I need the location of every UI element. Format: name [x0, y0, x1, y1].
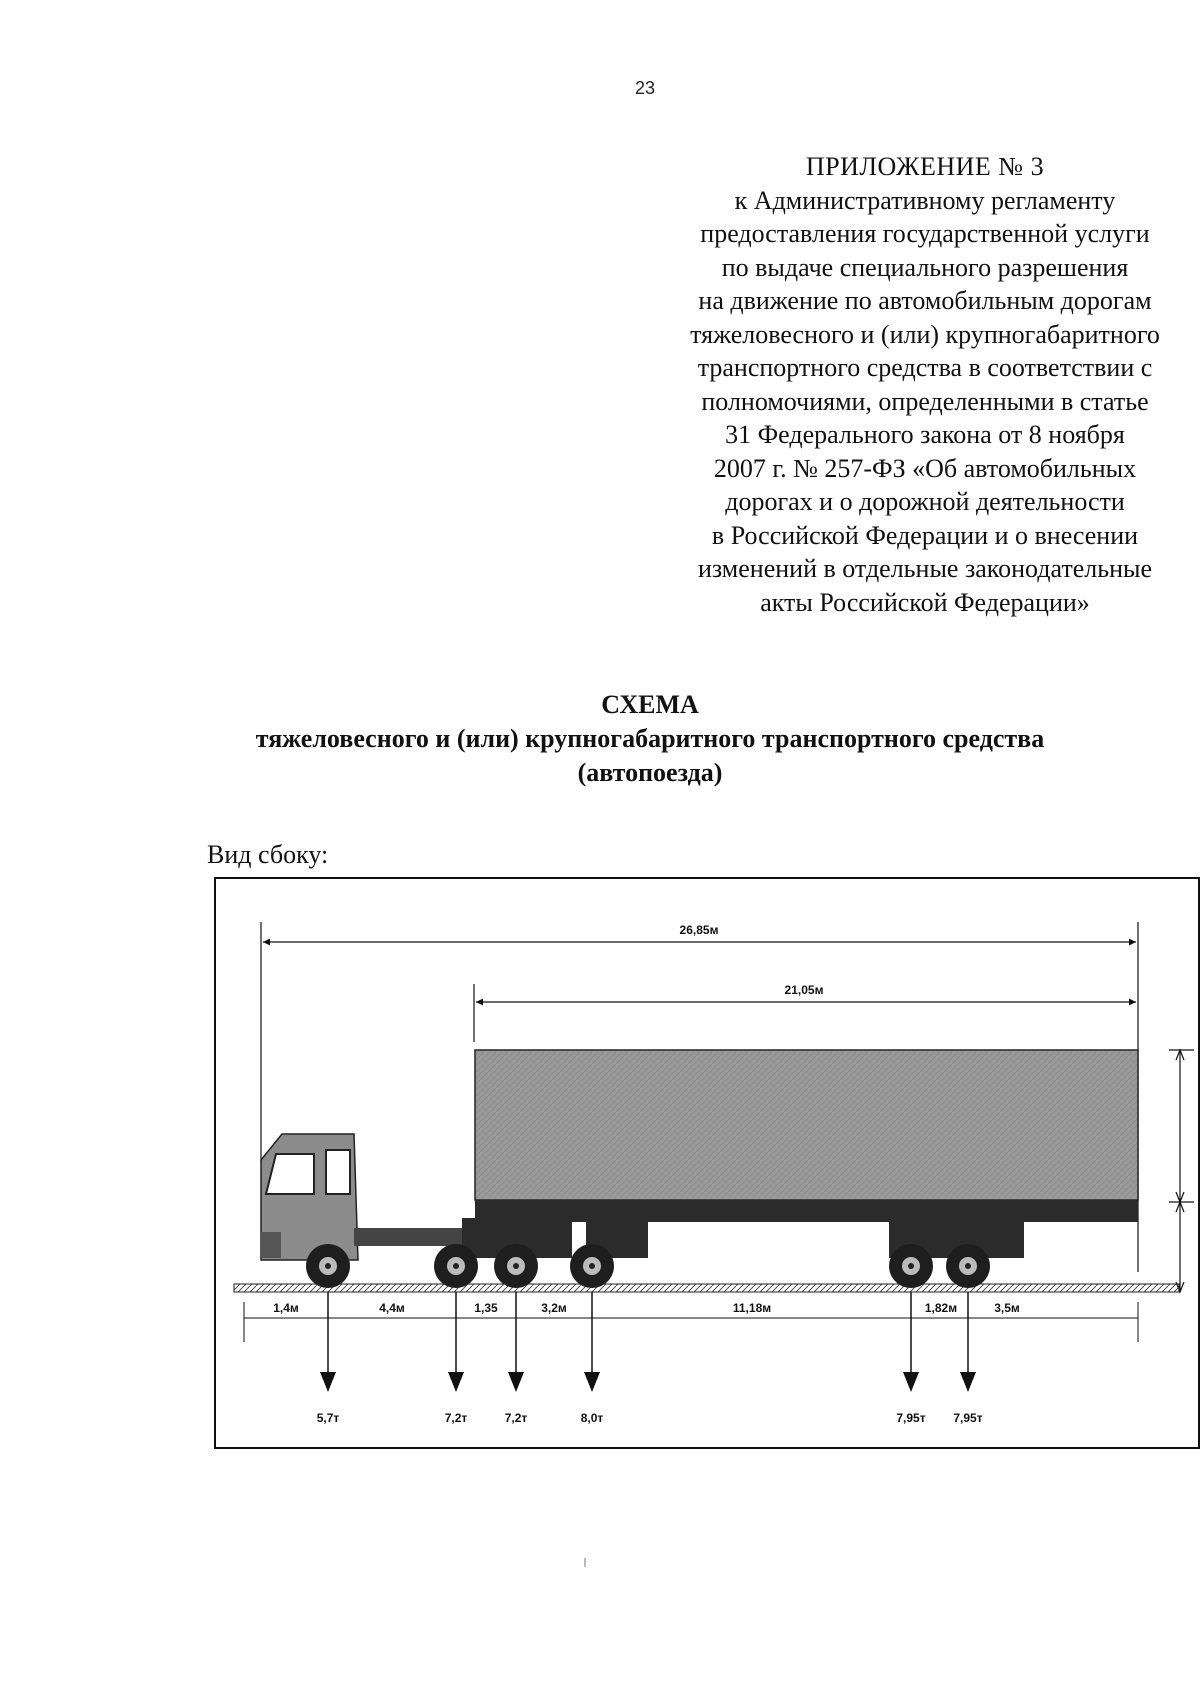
spacing-label: 1,35 [474, 1301, 498, 1315]
tractor-frame [354, 1228, 479, 1246]
page-number: 23 [634, 78, 656, 98]
appendix-line: предоставления государственной услуги [700, 219, 1150, 248]
axle-load-arrow [903, 1292, 919, 1392]
spacing-label: 1,82м [924, 1301, 958, 1315]
wheel [889, 1244, 933, 1288]
spacing-label: 4,4м [379, 1301, 405, 1315]
appendix-line: к Административному регламенту [734, 185, 1116, 215]
appendix-line: 31 Федерального закона от 8 ноября [725, 420, 1125, 449]
spacing-label: 3,5м [994, 1301, 1020, 1315]
cab-window [326, 1150, 350, 1194]
side-view-label: Вид сбоку: [207, 840, 329, 869]
appendix-heading: ПРИЛОЖЕНИЕ № 3 [805, 152, 1045, 181]
appendix-line: полномочиями, определенными в статье [701, 386, 1149, 416]
wheel [306, 1244, 350, 1288]
axle-load-arrow [448, 1292, 464, 1392]
wheel [494, 1244, 538, 1288]
axle-load-arrow [508, 1292, 524, 1392]
scheme-title: СХЕМА [601, 690, 699, 719]
appendix-line: тяжеловесного и (или) крупногабаритного [690, 319, 1160, 349]
spacing-label: 11,18м [732, 1301, 772, 1315]
appendix-line: в Российской Федерации и о внесении [711, 520, 1139, 550]
axle-load-arrow [960, 1292, 976, 1392]
wheel [946, 1244, 990, 1288]
scheme-subtitle-line2: (автопоезда) [577, 758, 723, 787]
appendix-line: по выдаче специального разрешения [721, 252, 1129, 282]
axle-load-label: 7,2т [504, 1411, 528, 1425]
side-view-diagram [214, 872, 1200, 1450]
axle-load-label: 8,0т [580, 1411, 604, 1425]
appendix-line: транспортного средства в соответствии с [697, 353, 1153, 382]
road-surface [234, 1284, 1179, 1292]
overall-length-label: 26,85м [679, 923, 719, 937]
axle-load-label: 7,95т [953, 1411, 983, 1425]
appendix-line: на движение по автомобильным дорогам [698, 286, 1152, 315]
axle-load-label: 5,7т [316, 1411, 340, 1425]
axle-load-arrow [320, 1292, 336, 1392]
spacing-label: 3,2м [541, 1301, 567, 1315]
appendix-block [640, 150, 1200, 619]
scheme-subtitle-line1: тяжеловесного и (или) крупногабаритного транспортного средства [255, 724, 1045, 753]
scheme-title-block [200, 688, 1100, 790]
scan-artifact [584, 1558, 586, 1567]
appendix-line: дорогах и о дорожной деятельности [725, 487, 1125, 516]
axle-load-arrow [584, 1292, 600, 1392]
spacing-label: 1,4м [273, 1301, 299, 1315]
axle-load-label: 7,95т [896, 1411, 926, 1425]
axle-load-label: 7,2т [444, 1411, 468, 1425]
trailer-chassis [475, 1200, 1138, 1222]
wheel [434, 1244, 478, 1288]
wheel [570, 1244, 614, 1288]
appendix-line: 2007 г. № 257-ФЗ «Об автомобильных [713, 453, 1137, 483]
trailer-length-label: 21,05м [784, 983, 824, 997]
appendix-line: изменений в отдельные законодательные [697, 554, 1153, 583]
appendix-line: акты Российской Федерации» [760, 587, 1090, 617]
